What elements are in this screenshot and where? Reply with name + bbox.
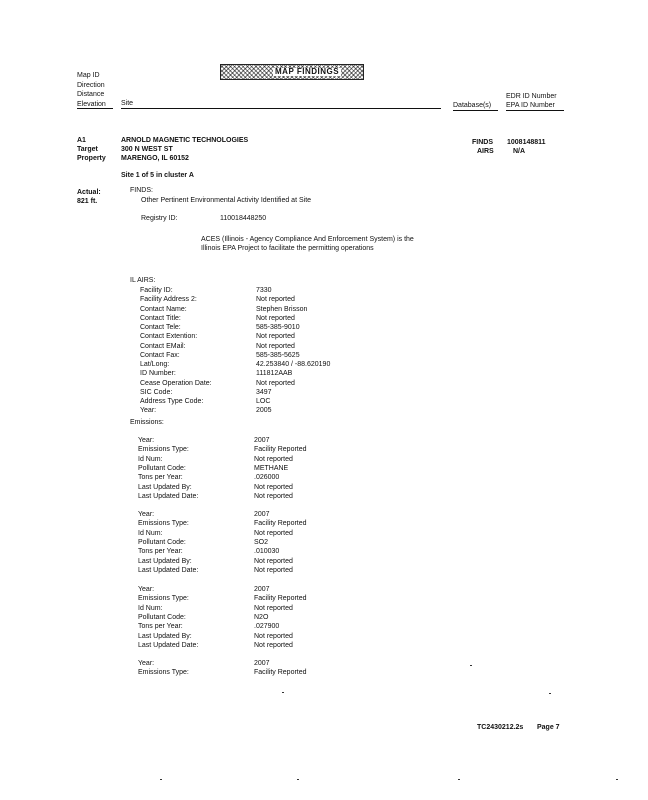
emission-field-label: Last Updated By:	[138, 483, 192, 491]
cluster-note: Site 1 of 5 in cluster A	[121, 172, 194, 179]
field-label: ID Number:	[140, 370, 176, 378]
emission-field-label: Id Num:	[138, 455, 163, 463]
site-address: 300 N WEST ST	[121, 146, 173, 153]
emission-field-label: Tons per Year:	[138, 623, 183, 631]
emission-field-label: Last Updated Date:	[138, 566, 199, 574]
field-value: Not reported	[256, 342, 295, 350]
field-value: Not reported	[256, 333, 295, 341]
emission-field-value: N2O	[254, 613, 269, 621]
registry-id-label: Registry ID:	[141, 215, 178, 222]
field-label: Contact Name:	[140, 305, 187, 313]
database-finds: FINDS	[472, 139, 493, 146]
emission-field-label: Year:	[138, 660, 155, 667]
emission-field-value: .010030	[254, 548, 280, 556]
scan-speck	[470, 665, 472, 666]
epa-id-header-label: EPA ID Number	[506, 102, 555, 109]
field-value: 2005	[256, 407, 272, 415]
emission-field-label: Emissions Type:	[138, 446, 189, 454]
emission-field-value: Not reported	[254, 566, 293, 574]
direction-value: Target	[77, 146, 98, 153]
emission-field-label: Tons per Year:	[138, 474, 183, 482]
field-label: Cease Operation Date:	[140, 379, 212, 387]
field-label: Contact EMail:	[140, 342, 186, 350]
scan-speck	[616, 779, 618, 780]
field-label: Address Type Code:	[140, 398, 204, 405]
distance-label: Distance	[77, 91, 105, 98]
emission-field-value: Not reported	[254, 632, 293, 640]
map-id-value: A1	[77, 137, 86, 144]
field-label: Contact Fax:	[140, 351, 180, 359]
emission-field-value: Not reported	[254, 641, 293, 649]
finds-description: Other Pertinent Environmental Activity Identified at Site	[141, 197, 312, 204]
elevation-label: Elevation	[77, 100, 106, 108]
aces-line-2: Illinois EPA Project to facilitate the permitting operations	[201, 245, 374, 252]
database-airs: AIRS	[477, 148, 494, 155]
emission-field-value: Not reported	[254, 604, 293, 612]
emission-field-label: Last Updated Date:	[138, 492, 199, 500]
field-label: Contact Title:	[140, 314, 181, 322]
edr-id-header-label: EDR ID Number	[506, 93, 557, 100]
emission-field-value: Not reported	[254, 529, 293, 537]
emission-field-label: Year:	[138, 437, 155, 444]
scan-speck	[549, 693, 551, 694]
emission-field-label: Id Num:	[138, 604, 163, 612]
header-database-rule	[453, 110, 498, 111]
field-value: 585-385-9010	[256, 324, 300, 331]
map-findings-banner	[220, 64, 364, 80]
emission-field-label: Pollutant Code:	[138, 613, 186, 621]
epa-id-value: N/A	[513, 148, 526, 155]
emission-field-value: Not reported	[254, 492, 293, 500]
site-name: ARNOLD MAGNETIC TECHNOLOGIES	[121, 137, 249, 144]
scan-speck	[297, 779, 299, 780]
field-label: Lat/Long:	[140, 361, 170, 368]
aces-line-1: ACES (Illinois - Agency Compliance And Enforcement System) is the	[201, 236, 414, 243]
header-edr-rule	[506, 110, 564, 111]
emission-field-value: 2007	[254, 586, 270, 593]
direction-label: Direction	[77, 81, 105, 89]
emission-field-value: Facility Reported	[254, 595, 307, 603]
field-label: Year:	[140, 407, 157, 415]
emission-field-value: 2007	[254, 660, 270, 667]
emission-field-value: Facility Reported	[254, 669, 307, 677]
finds-title: FINDS:	[130, 187, 153, 194]
header-left-underline	[77, 108, 113, 109]
scan-speck	[282, 692, 284, 693]
emission-field-value: METHANE	[254, 464, 289, 472]
emission-field-label: Last Updated By:	[138, 557, 192, 565]
field-value: Not reported	[256, 314, 295, 322]
field-value: Not reported	[256, 379, 295, 387]
emission-field-value: .026000	[254, 474, 280, 482]
field-value: Not reported	[256, 296, 295, 304]
field-value: 7330	[256, 287, 272, 294]
database-header-label: Database(s)	[453, 102, 492, 109]
emission-field-label: Tons per Year:	[138, 548, 183, 556]
edr-id-value: 1008148811	[507, 139, 546, 146]
emission-field-value: Not reported	[254, 483, 293, 491]
emission-field-label: Year:	[138, 586, 155, 593]
field-label: SIC Code:	[140, 388, 173, 396]
il-airs-title: IL AIRS:	[130, 277, 156, 284]
report-id: TC2430212.2s	[477, 724, 524, 731]
emission-field-label: Pollutant Code:	[138, 464, 186, 472]
scan-speck	[458, 779, 460, 780]
field-value: 111812AAB	[256, 370, 293, 378]
emission-field-label: Emissions Type:	[138, 520, 189, 528]
emission-field-label: Id Num:	[138, 529, 163, 537]
registry-id-value: 110018448250	[220, 215, 267, 222]
emission-field-label: Emissions Type:	[138, 669, 189, 677]
header-left-labels	[77, 72, 106, 110]
emission-field-label: Pollutant Code:	[138, 538, 186, 546]
page-number: Page 7	[537, 724, 560, 731]
field-label: Facility Address 2:	[140, 296, 197, 304]
field-label: Facility ID:	[140, 287, 173, 294]
distance-value: Property	[77, 155, 106, 162]
emission-field-label: Last Updated Date:	[138, 641, 199, 649]
emission-field-value: 2007	[254, 437, 270, 444]
elevation-actual-label: Actual:	[77, 189, 101, 196]
emission-field-value: Not reported	[254, 557, 293, 565]
emission-field-value: 2007	[254, 511, 270, 518]
site-header-label: Site	[121, 100, 134, 107]
emission-field-value: SO2	[254, 538, 269, 546]
field-label: Contact Tele:	[140, 324, 181, 331]
map-id-label: Map ID	[77, 72, 100, 79]
emission-field-value: Facility Reported	[254, 446, 307, 454]
elevation-value: 821 ft.	[77, 198, 98, 205]
emission-field-value: Not reported	[254, 455, 293, 463]
field-value: Stephen Brisson	[256, 305, 308, 313]
header-site-rule	[121, 108, 441, 109]
field-value: LOC	[256, 398, 271, 405]
field-value: 42.253840 / -88.620190	[256, 361, 331, 368]
site-city: MARENGO, IL 60152	[121, 155, 189, 162]
emission-field-value: .027900	[254, 623, 280, 631]
emission-field-label: Last Updated By:	[138, 632, 192, 640]
emission-field-value: Facility Reported	[254, 520, 307, 528]
emission-field-label: Emissions Type:	[138, 595, 189, 603]
field-value: 585-385-5625	[256, 351, 300, 359]
field-value: 3497	[256, 388, 272, 396]
field-label: Contact Extention:	[140, 333, 198, 341]
emissions-title: Emissions:	[130, 419, 164, 426]
emission-field-label: Year:	[138, 511, 155, 518]
banner-title: MAP FINDINGS	[275, 67, 340, 76]
scan-speck	[160, 779, 162, 780]
